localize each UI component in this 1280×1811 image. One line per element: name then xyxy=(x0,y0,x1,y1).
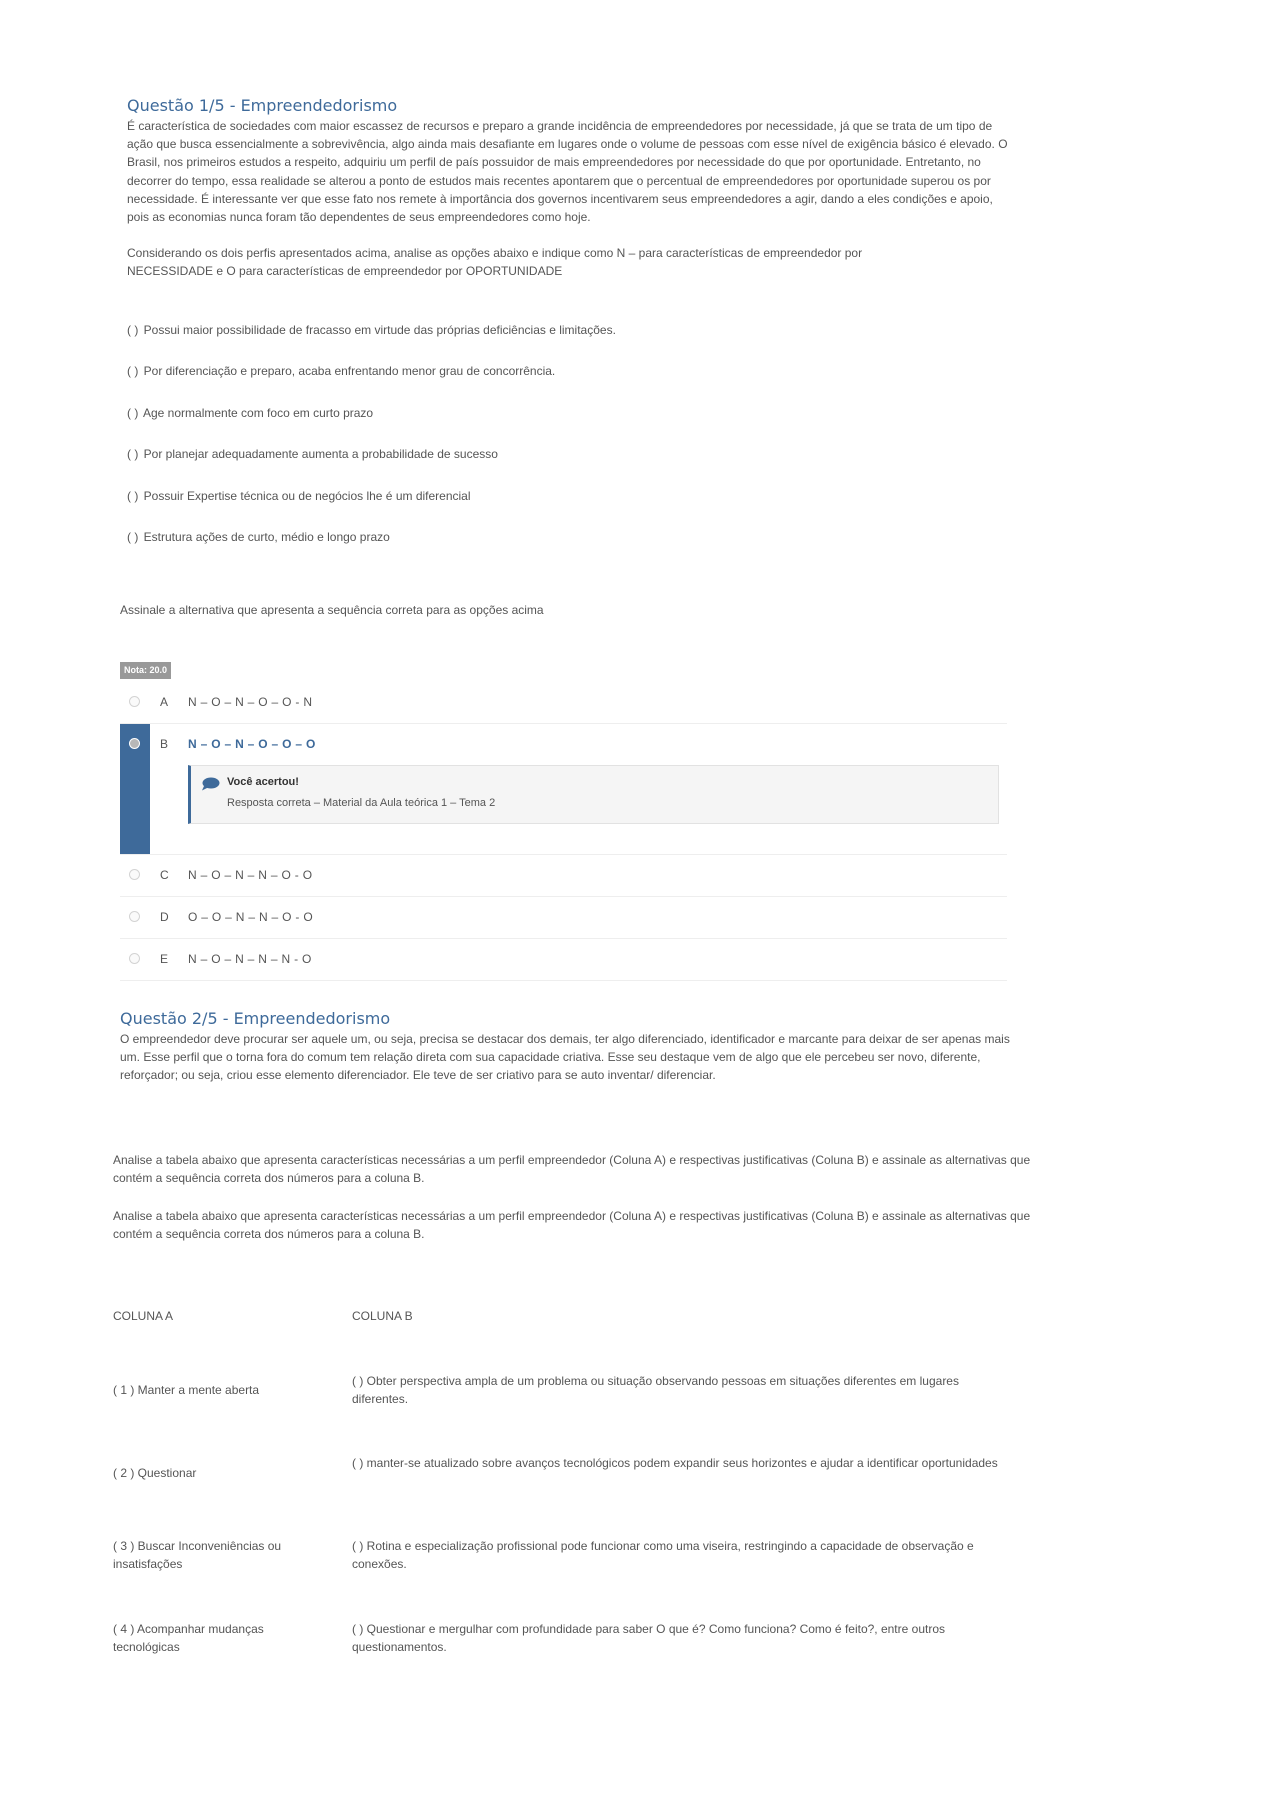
statement-6 xyxy=(127,530,390,544)
statement-paren: ( ) xyxy=(127,530,139,544)
answer-options xyxy=(120,682,1007,981)
radio-button[interactable] xyxy=(129,911,140,922)
statement-text: Possui maior possibilidade de fracasso em virtude das próprias deficiências e limitações. xyxy=(143,323,616,337)
option-b[interactable] xyxy=(120,724,1007,855)
option-value: N – O – N – N – O - O xyxy=(188,868,313,882)
statement-paren: ( ) xyxy=(127,323,139,337)
statement-2 xyxy=(127,364,555,378)
statement-text: Possuir Expertise técnica ou de negócios lhe é um diferencial xyxy=(143,489,471,503)
column-b-header: COLUNA B xyxy=(352,1309,413,1323)
statement-paren: ( ) xyxy=(127,406,139,420)
column-a-cell-4: ( 4 ) Acompanhar mudanças tecnológicas xyxy=(113,1622,264,1655)
question-1-answer-instruction: Assinale a alternativa que apresenta a sequência correta para as opções acima xyxy=(120,603,544,617)
question-2-instruction-paragraph: Analise a tabela abaixo que apresenta características necessárias a um perfil empreendedor (Coluna A) e respectivas justificativas (Coluna B) e assinale as alternativas que contém a sequência correta dos números para a coluna B. xyxy=(113,1153,1031,1186)
statement-1 xyxy=(127,323,616,337)
statement-text: Estrutura ações de curto, médio e longo prazo xyxy=(143,530,390,544)
question-1-instruction-paragraph: Considerando os dois perfis apresentados acima, analise as opções abaixo e indique como N – para características de empreendedor por NECESSIDADE e O para características de empreendedor por OPORTUNIDADE xyxy=(127,246,863,279)
feedback-text: Resposta correta – Material da Aula teórica 1 – Tema 2 xyxy=(227,797,496,809)
option-letter: A xyxy=(160,695,169,709)
statement-text: Por planejar adequadamente aumenta a probabilidade de sucesso xyxy=(143,447,498,461)
question-1-paragraph: É característica de sociedades com maior escassez de recursos e preparo a grande incidência de empreendedores por necessidade, já que se trata de um tipo de ação que busca essencialmente a sobrevivência, algo ainda mais desafiante em lugares onde o volume de pessoas com esse nível de exigência básico é elevado. O Brasil, nos primeiros estudos a respeito, adquiriu um perfil de país possuidor de mais empreendedores por necessidade do que por oportunidade. Entretanto, no decorrer do tempo, essa realidade se alterou a ponto de estudos mais recentes apontarem que o percentual de empreendedores por oportunidade superou os por necessidade. É interessante ver que esse fato nos remete à importância dos governos incentivarem seus empreendedores a agir, dando a eles condições e apoio, pois as economias nunca foram tão dependentes de seus empreendedores como hoje. xyxy=(127,119,1008,225)
question-2-paragraph: O empreendedor deve procurar ser aquele um, ou seja, precisa se destacar dos demais, ter algo diferenciado, identificador e marcante para deixar de ser apenas mais um. Esse perfil que o torna fora do comum tem relação direta com sua capacidade criativa. Esse seu destaque vem de algo que ele percebeu ser novo, diferente, reforçador; ou seja, criou esse elemento diferenciador. Ele teve de ser criativo para se auto inventar/ diferenciar. xyxy=(120,1032,1010,1083)
statement-5 xyxy=(127,489,471,503)
grade-badge: Nota: 20.0 xyxy=(120,662,171,679)
option-letter: E xyxy=(160,952,169,966)
chat-bubble-icon xyxy=(201,777,220,791)
radio-button[interactable] xyxy=(129,869,140,880)
option-c[interactable] xyxy=(120,855,1007,897)
option-letter: C xyxy=(160,868,169,882)
question-2-title: Questão 2/5 - Empreendedorismo xyxy=(120,1009,391,1028)
statement-4 xyxy=(127,447,498,461)
column-a-header: COLUNA A xyxy=(113,1309,174,1323)
option-a[interactable] xyxy=(120,682,1007,724)
option-e[interactable] xyxy=(120,939,1007,981)
statement-text: Age normalmente com foco em curto prazo xyxy=(143,406,374,420)
column-b-cell-2: ( ) manter-se atualizado sobre avanços tecnológicos podem expandir seus horizontes e ajudar a identificar oportunidades xyxy=(352,1456,998,1470)
statement-paren: ( ) xyxy=(127,364,139,378)
column-a-cell-2: ( 2 ) Questionar xyxy=(113,1466,197,1480)
question-2-instruction-paragraph-repeat: Analise a tabela abaixo que apresenta características necessárias a um perfil empreendedor (Coluna A) e respectivas justificativas (Coluna B) e assinale as alternativas que contém a sequência correta dos números para a coluna B. xyxy=(113,1209,1031,1242)
option-letter: B xyxy=(160,737,169,751)
statement-text: Por diferenciação e preparo, acaba enfrentando menor grau de concorrência. xyxy=(143,364,556,378)
column-b-cell-3: ( ) Rotina e especialização profissional pode funcionar como uma viseira, restringindo a capacidade de observação e conexões. xyxy=(352,1539,974,1572)
column-b-cell-1: ( ) Obter perspectiva ampla de um problema ou situação observando pessoas em situações diferentes em lugares diferentes. xyxy=(352,1374,959,1407)
option-value: N – O – N – N – N - O xyxy=(188,952,312,966)
statement-paren: ( ) xyxy=(127,489,139,503)
radio-button[interactable] xyxy=(129,738,140,749)
question-1-title: Questão 1/5 - Empreendedorismo xyxy=(127,96,398,115)
option-value: N – O – N – O – O - N xyxy=(188,695,313,709)
option-value: N – O – N – O – O – O xyxy=(188,737,316,751)
column-a-cell-1: ( 1 ) Manter a mente aberta xyxy=(113,1383,260,1397)
column-b-cell-4: ( ) Questionar e mergulhar com profundidade para saber O que é? Como funciona? Como é feito?, entre outros questionamentos. xyxy=(352,1622,945,1655)
radio-button[interactable] xyxy=(129,696,140,707)
feedback-box xyxy=(188,765,999,824)
statement-3 xyxy=(127,406,373,420)
option-d[interactable] xyxy=(120,897,1007,939)
option-value: O – O – N – N – O - O xyxy=(188,910,313,924)
radio-button[interactable] xyxy=(129,953,140,964)
column-a-cell-3: ( 3 ) Buscar Inconveniências ou insatisfações xyxy=(113,1539,282,1572)
statement-paren: ( ) xyxy=(127,447,139,461)
option-letter: D xyxy=(160,910,169,924)
feedback-title: Você acertou! xyxy=(227,776,299,788)
